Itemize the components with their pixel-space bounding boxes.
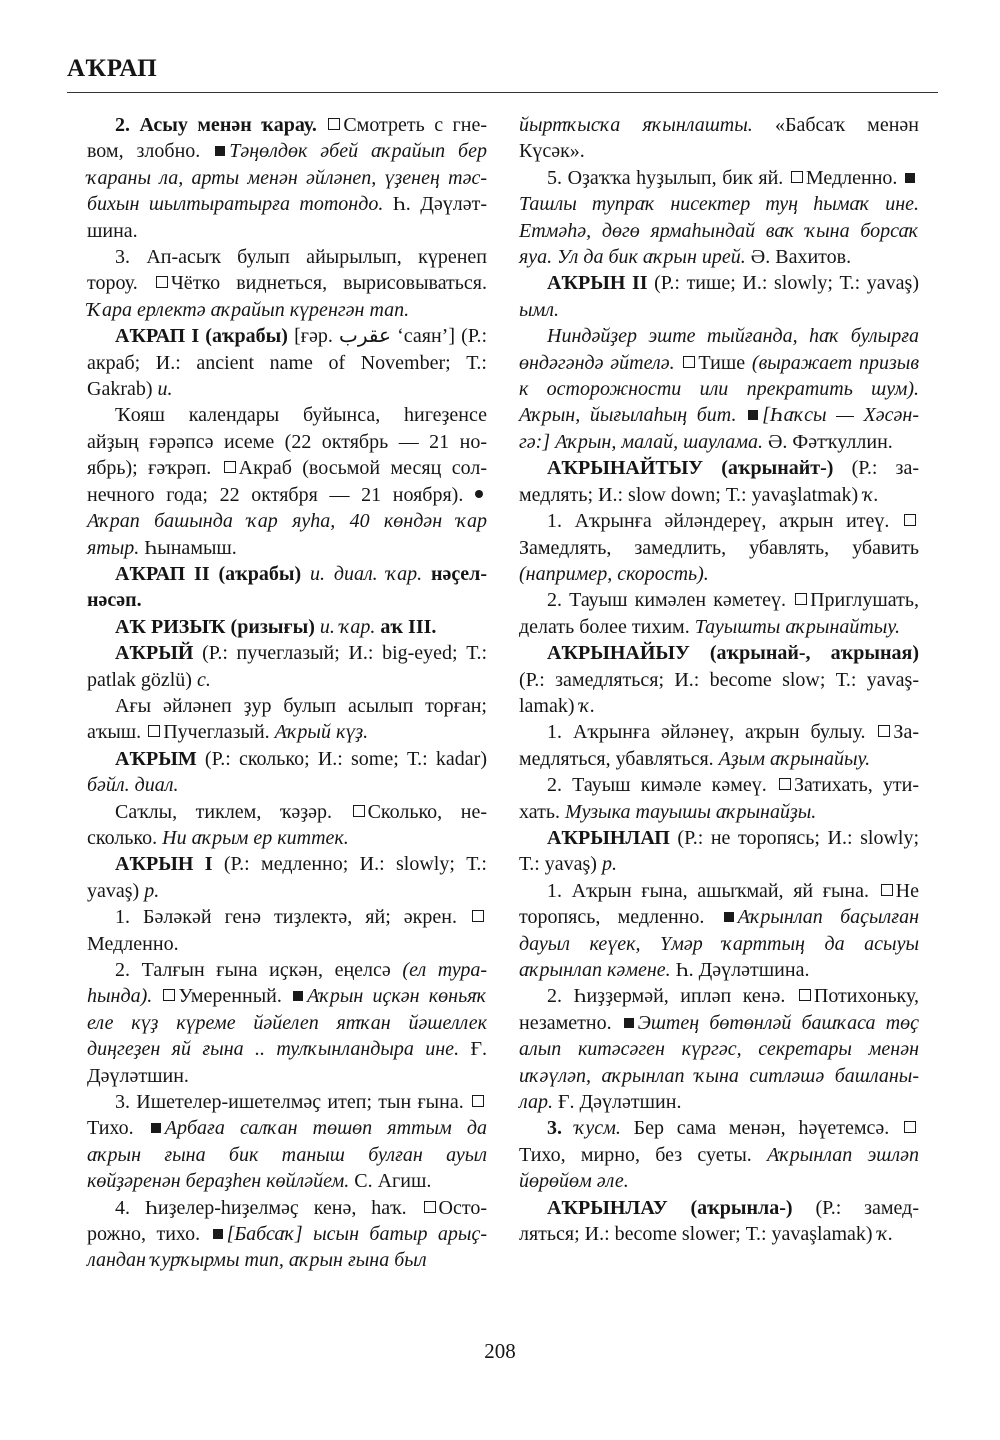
russian-equivalent-marker-icon bbox=[904, 514, 916, 526]
definition: Ағы әйләнеп ҙур булып асылып торған; аҡыш. bbox=[87, 694, 487, 744]
akrynaityu-sense-2 bbox=[519, 587, 919, 640]
russian-gloss: Тихо, мирно, без суеты. bbox=[519, 1143, 768, 1166]
example-source: Ә. Вахитов. bbox=[750, 246, 852, 269]
example-marker-icon bbox=[905, 173, 915, 183]
sense-number: 2. Асыу менән ҡарау. bbox=[115, 114, 327, 136]
russian-gloss: Не торопясь, медленно. bbox=[519, 879, 919, 929]
headword: АҠРАП I (аҡрабы) bbox=[115, 325, 288, 348]
russian-equivalent-marker-icon bbox=[156, 276, 168, 288]
headword: АҠ РИЗЫҠ (ризығы) bbox=[115, 615, 315, 638]
part-of-speech: ымл. bbox=[519, 298, 560, 321]
example-text: Аҡрын, йығылаһың бит. bbox=[519, 404, 747, 427]
example-text: Ташлы тупраҡ нисектер туң һымаҡ ине. Етмәһә, дөгө ярмаһындай ваҡ ҡына борсаҡ яуа. Ул да бик аҡрын ирей. bbox=[519, 193, 919, 269]
sense-definition: 1. Аҡрынға әйләнеү, аҡрын булыу. bbox=[547, 721, 877, 744]
russian-equivalent-marker-icon bbox=[148, 725, 160, 737]
usage-note: (выражает призыв к осторожности или прекратить шум). bbox=[519, 351, 920, 401]
entry-akrap-2 bbox=[87, 561, 487, 614]
russian-equivalent-marker-icon bbox=[881, 884, 893, 896]
entry-akrap-1-definition bbox=[87, 402, 487, 560]
russian-equivalent-marker-icon bbox=[472, 910, 484, 922]
russian-gloss: Медленно. bbox=[87, 932, 179, 955]
example-source: «Бабсаҡ менән Күсәк». bbox=[519, 114, 919, 163]
akrynlap-sense-2 bbox=[519, 983, 919, 1115]
example-text: йыртҡысҡа яҡынлашты. bbox=[519, 114, 775, 136]
sense-definition: 2. Тауыш кимәлен кәметеү. bbox=[547, 589, 794, 612]
example-text: Ни аҡрым ер киттек. bbox=[162, 826, 349, 849]
left-column bbox=[87, 112, 487, 1274]
part-of-speech: р. bbox=[601, 853, 617, 876]
headword: АҠРЫНЛАУ (аҡрынла-) bbox=[547, 1196, 793, 1219]
headword: АҠРЫЙ bbox=[115, 642, 194, 665]
example-marker-icon bbox=[748, 410, 758, 420]
akrynaityu-sense-1 bbox=[519, 508, 919, 587]
russian-equivalent-marker-icon bbox=[683, 356, 695, 368]
russian-gloss: Приглушать, делать более тихим. bbox=[519, 589, 919, 638]
usage-note: (например, скорость). bbox=[519, 562, 709, 585]
usage-label: ҡусм. bbox=[574, 1117, 634, 1140]
russian-gloss: Акраб (восьмой месяц солнечного года; 22 октября — 21 ноября). bbox=[87, 457, 487, 506]
headword: АҠРЫНАЙТЫУ (аҡрынайт-) bbox=[547, 457, 834, 480]
part-of-speech: и. ҡар. bbox=[314, 615, 381, 638]
example-text: Тәңөлдөк әбей аҡрайып бер ҡараны ла, арты менән әйләнеп, үҙенең тәсбихын шылтыратырға тотондо. bbox=[87, 140, 487, 216]
russian-gloss: Медленно. bbox=[805, 166, 904, 189]
akryn-1-sense-3 bbox=[87, 1089, 487, 1195]
entry-ak-rizyk bbox=[87, 614, 487, 640]
example-marker-icon bbox=[724, 912, 734, 922]
example-text: Аҡрынлап баҫылған дауыл кеүек, Үмәр ҡарттың да асыуы аҡрынлап кәмене. bbox=[519, 906, 919, 981]
example-text: Ҡара ерлектә аҡрайып күренгән тап. bbox=[87, 298, 410, 321]
etymology: (Р.: замедляться; И.: become slower; Т.: yavaşlamak) bbox=[519, 1196, 920, 1246]
akrynlap-sense-3 bbox=[519, 1115, 919, 1194]
russian-equivalent-marker-icon bbox=[791, 171, 803, 183]
cross-reference: нәҫелнәсәп. bbox=[87, 562, 487, 612]
russian-equivalent-marker-icon bbox=[779, 778, 791, 790]
russian-gloss: Затихать, утихать. bbox=[519, 774, 919, 823]
definition: Ниндәйҙер эште тыйғанда, һаҡ булырға өндәгәндә әйтелә. bbox=[519, 325, 919, 374]
akrynaiyu-sense-1 bbox=[519, 719, 919, 772]
example-text: [Бабсаҡ] ысын батыр арыҫландан ҡурҡырмы тип, аҡрын ғына был bbox=[87, 1223, 487, 1272]
example-text: Тауышты аҡрынайтыу. bbox=[694, 615, 900, 638]
headword: АҠРЫМ bbox=[115, 747, 197, 770]
sense-definition: 2. Талғын ғына иҫкән, еңелсә bbox=[115, 959, 403, 981]
example-marker-icon bbox=[213, 1229, 223, 1239]
example-text: Музыка тауышы аҡрынайҙы. bbox=[564, 800, 817, 823]
cross-reference: аҡ III. bbox=[380, 615, 437, 638]
etymology: (Р.: пучеглазый; И.: big-eyed; Т.: patlak gözlü) bbox=[87, 642, 487, 691]
sense-definition: Бер сама менән, һәүетемсә. bbox=[633, 1117, 902, 1140]
etymology: [ғәр. عقرب ‘саян’] (Р.: акраб; И.: ancient name of November; Т.: Gakrab) bbox=[87, 325, 487, 401]
example-marker-icon bbox=[293, 991, 303, 1001]
headword: АҠРЫН II bbox=[547, 272, 648, 295]
etymology: (Р.: замедлять; И.: slow down; Т.: yavaşlatmak) bbox=[519, 457, 919, 506]
russian-equivalent-marker-icon bbox=[163, 989, 175, 1001]
part-of-speech: с. bbox=[196, 668, 211, 691]
definition: Саҡлы, тиклем, ҡәҙәр. bbox=[115, 800, 351, 823]
proverb-text: Аҡрап башында ҡар яуһа, 40 көндән ҡар ятыр. bbox=[87, 510, 487, 559]
proverb-source: Һынамыш. bbox=[144, 536, 237, 559]
etymology: (Р.: сколько; И.: some; Т.: kadar) bbox=[196, 747, 487, 770]
russian-gloss: Замедлять, замедлить, убавлять, убавить bbox=[519, 536, 919, 559]
russian-gloss: Тихо. bbox=[87, 1117, 149, 1140]
russian-gloss: Умеренный. bbox=[178, 985, 292, 1008]
part-of-speech: бәйл. диал. bbox=[87, 774, 179, 797]
russian-gloss: Сколько, несколько. bbox=[87, 800, 487, 849]
part-of-speech: и. диал. ҡар. bbox=[301, 562, 431, 585]
part-of-speech: р. bbox=[144, 879, 160, 902]
part-of-speech: ҡ. bbox=[579, 694, 596, 717]
example-text: Аҡрый күҙ. bbox=[274, 721, 369, 744]
akryn-1-sense-5 bbox=[519, 165, 919, 271]
akryn-1-sense-1 bbox=[87, 904, 487, 957]
headword: АҠРЫНАЙЫУ (аҡрынай-, аҡрыная) bbox=[547, 642, 919, 665]
entry-akrynaityu bbox=[519, 455, 919, 508]
entry-akrynlap bbox=[519, 825, 919, 878]
entry-akryn-1 bbox=[87, 851, 487, 904]
headword: АҠРАП II (аҡрабы) bbox=[115, 562, 302, 585]
sense-number: 3. bbox=[547, 1117, 575, 1140]
entry-akrym bbox=[87, 746, 487, 799]
example-marker-icon bbox=[151, 1123, 161, 1133]
akrynaiyu-sense-2 bbox=[519, 772, 919, 825]
example-source: Һ. Дәүләтшина. bbox=[675, 959, 810, 981]
entry-akrynaiyu bbox=[519, 640, 919, 719]
sense-3-akrap-verb bbox=[87, 244, 487, 323]
right-column bbox=[519, 112, 919, 1247]
etymology: (Р.: тише; И.: slowly; Т.: yavaş) bbox=[647, 272, 920, 295]
russian-equivalent-marker-icon bbox=[878, 725, 890, 737]
part-of-speech: ҡ. bbox=[877, 1223, 894, 1246]
entry-akrap-1 bbox=[87, 323, 487, 402]
etymology: (Р.: замедляться; И.: become slow; Т.: yavaşlamak) bbox=[519, 668, 919, 717]
sense-definition: 1. Аҡрынға әйләндереү, аҡрын итеү. bbox=[547, 510, 902, 533]
example-text: Аҙым аҡрынайыу. bbox=[718, 747, 871, 770]
page-number: 208 bbox=[484, 1339, 516, 1363]
russian-equivalent-marker-icon bbox=[224, 461, 236, 473]
example-marker-icon bbox=[624, 1018, 634, 1028]
russian-equivalent-marker-icon bbox=[424, 1201, 436, 1213]
russian-equivalent-marker-icon bbox=[472, 1095, 484, 1107]
sense-definition: 3. Ишетелер-ишетелмәҫ итеп; тын ғына. bbox=[115, 1091, 470, 1114]
etymology: (Р.: не торопясь; И.: slowly; Т.: yavaş) bbox=[519, 826, 919, 876]
russian-equivalent-marker-icon bbox=[795, 593, 807, 605]
proverb-marker-icon bbox=[475, 490, 483, 498]
russian-gloss: Осторожно, тихо. bbox=[87, 1196, 487, 1246]
russian-gloss: Пучеглазый. bbox=[163, 721, 275, 744]
sense-definition: 2. Һиҙҙермәй, иплəп кенә. bbox=[547, 985, 797, 1008]
entry-akryi-definition bbox=[87, 693, 487, 746]
entry-akryn-2-definition bbox=[519, 323, 919, 455]
russian-gloss: Замедляться, убавляться. bbox=[519, 721, 919, 770]
entry-akrynlau bbox=[519, 1195, 919, 1248]
entry-akryi bbox=[87, 640, 487, 693]
example-text: Эштең бөтөнләй башҡаса төҫ алып китәсәген күргәс, секретары менән иҡәүләп, аҡрынлап ҡына ситләшә башланылар. bbox=[519, 1011, 920, 1114]
russian-equivalent-marker-icon bbox=[328, 118, 340, 130]
example-text: Аҡрынлап эшләп йөрөйөм әле. bbox=[519, 1143, 919, 1193]
example-source: Ғ. Дәүләтшин. bbox=[87, 1038, 487, 1087]
akryn-1-sense-4 bbox=[87, 1195, 487, 1274]
sense-definition: 3. Ап-асыҡ булып айырылып, күренеп тороу. bbox=[87, 246, 487, 295]
russian-gloss: Тише bbox=[698, 351, 752, 374]
headword: АҠРЫНЛАП bbox=[547, 826, 670, 849]
sense-definition: 1. Аҡрын ғына, ашыҡмай, яй ғына. bbox=[547, 879, 879, 902]
sense-definition: 4. Һиҙелер-һиҙелмәҫ кенә, һаҡ. bbox=[115, 1196, 422, 1219]
example-source: Ә. Фәтҡуллин. bbox=[767, 430, 893, 453]
part-of-speech: ҡ. bbox=[863, 483, 879, 506]
example-text: Аҡрын иҫкән көньяҡ еле күҙ күреме йәйелеп ятҡан йәшеллек диңгеҙен яй ғына .. тулҡынландыра ине. bbox=[87, 985, 488, 1061]
usage-note: (ел тураһында). bbox=[87, 959, 487, 1008]
russian-gloss: Потихоньку, незаметно. bbox=[519, 985, 919, 1034]
russian-equivalent-marker-icon bbox=[353, 805, 365, 817]
entry-akryn-2 bbox=[519, 270, 919, 323]
example-text: [Һаҡсы — Хәсәнгә:] Аҡрын, малай, шаулама. bbox=[519, 404, 919, 453]
entry-akrym-definition bbox=[87, 799, 487, 852]
example-marker-icon bbox=[215, 146, 225, 156]
russian-equivalent-marker-icon bbox=[799, 989, 811, 1001]
etymology: (Р.: медленно; И.: slowly; Т.: yavaş) bbox=[87, 853, 487, 902]
sense-definition: 5. Оҙаҡҡа һуҙылып, бик яй. bbox=[547, 166, 789, 189]
part-of-speech: и. bbox=[157, 378, 173, 401]
example-source: Һ. Дәүләтшина. bbox=[87, 193, 487, 242]
example-text: Арбаға салҡан төшөп яттым да аҡрын ғына бик таныш булған ауыл көйҙәренән бераҙһен көйләйем. bbox=[87, 1117, 487, 1193]
sense-2-akrap-verb bbox=[87, 112, 487, 244]
akryn-1-sense-4-continued bbox=[519, 112, 919, 165]
sense-definition: 1. Бәләкәй генә тиҙлектә, яй; әкрен. bbox=[115, 906, 470, 929]
header-rule bbox=[67, 92, 938, 93]
russian-equivalent-marker-icon bbox=[904, 1121, 916, 1133]
sense-definition: 2. Тауыш кимәле кәмеү. bbox=[547, 774, 777, 797]
example-source: С. Агиш. bbox=[354, 1170, 432, 1193]
definition: Ҡояш календары буйынса, һигеҙенсе айҙың ғәрәпсә исеме (22 октябрь — 21 ноябрь); ғәҡрәп. bbox=[87, 404, 487, 480]
akryn-1-sense-2 bbox=[87, 957, 487, 1089]
example-source: Ғ. Дәүләтшин. bbox=[557, 1091, 682, 1114]
akrynlap-sense-1 bbox=[519, 878, 919, 984]
russian-gloss: Чётко виднеться, вырисовываться. bbox=[170, 272, 487, 295]
russian-gloss: Смотреть с гневом, злобно. bbox=[87, 114, 487, 163]
running-head: АҠРАП bbox=[67, 55, 158, 82]
headword: АҠРЫН I bbox=[115, 853, 213, 876]
